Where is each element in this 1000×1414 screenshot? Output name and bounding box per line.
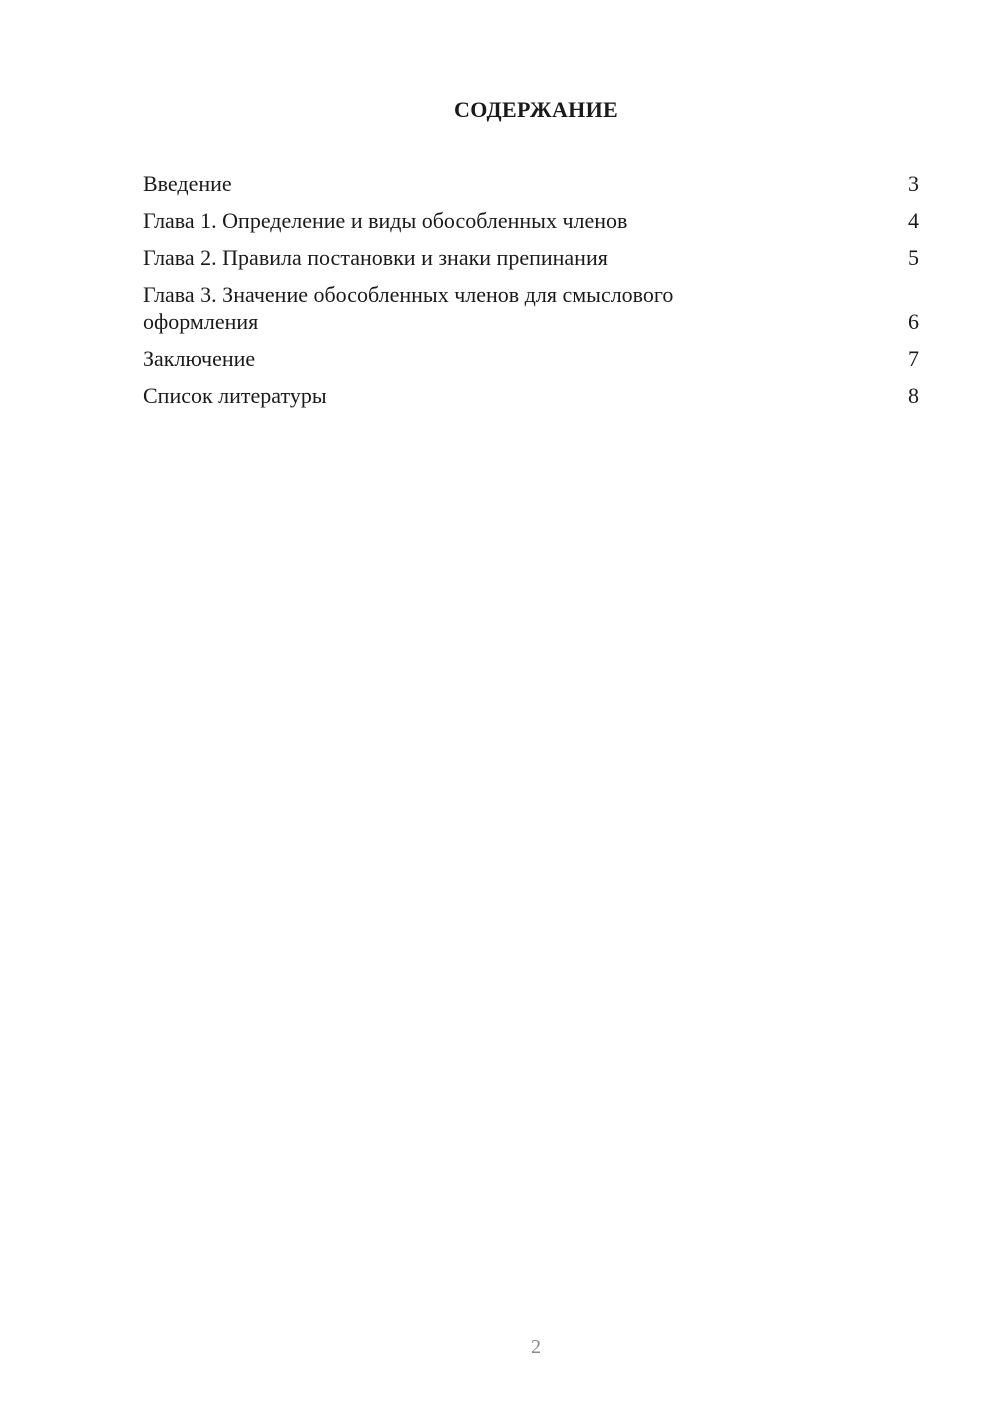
toc-entry-page: 5	[908, 245, 919, 270]
toc-entry-chapter-1[interactable]	[143, 207, 919, 234]
toc-entry-page: 3	[908, 171, 919, 196]
toc-entry-label: Глава 2. Правила постановки и знаки препинания	[143, 245, 608, 270]
toc-entry-label: Список литературы	[143, 383, 327, 408]
table-of-contents	[143, 170, 919, 419]
toc-entry-introduction[interactable]	[143, 170, 919, 197]
toc-entry-conclusion[interactable]	[143, 345, 919, 372]
toc-entry-chapter-2[interactable]	[143, 244, 919, 271]
toc-entry-page: 8	[908, 383, 919, 408]
toc-entry-label: Заключение	[143, 346, 256, 371]
page-number: 2	[531, 1336, 541, 1358]
toc-entry-label: Глава 3. Значение обособленных членов для смыслового оформления	[143, 282, 674, 334]
toc-entry-page: 7	[908, 346, 919, 371]
toc-entry-page: 6	[908, 309, 919, 334]
toc-entry-references[interactable]	[143, 382, 919, 409]
toc-entry-label: Глава 1. Определение и виды обособленных членов	[143, 208, 628, 233]
toc-entry-page: 4	[908, 208, 919, 233]
toc-entry-chapter-3[interactable]	[143, 281, 919, 335]
toc-entry-label: Введение	[143, 171, 232, 196]
toc-title: СОДЕРЖАНИЕ	[454, 97, 618, 122]
